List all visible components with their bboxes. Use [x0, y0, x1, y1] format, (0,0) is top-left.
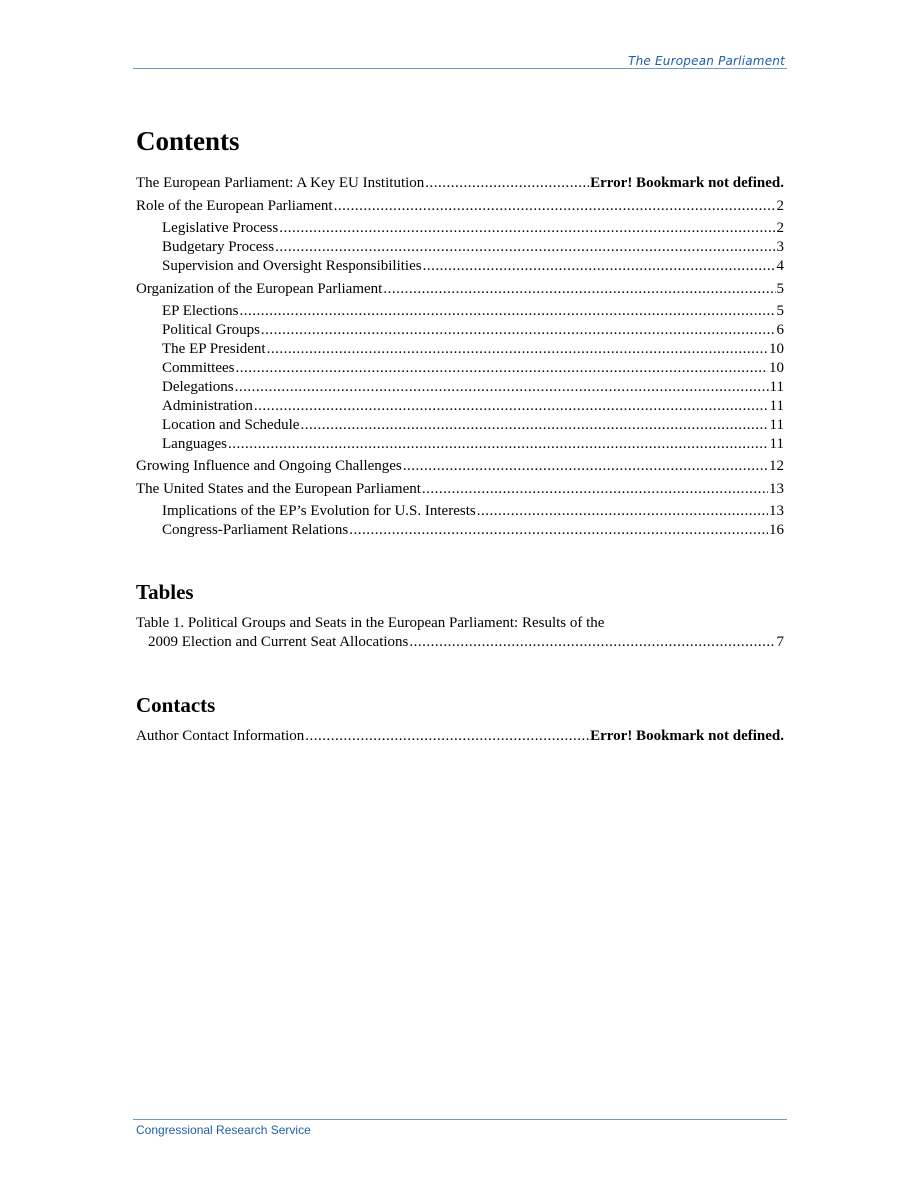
toc-entry-title: Legislative Process — [162, 220, 279, 236]
toc-entry-page: 11 — [769, 398, 784, 414]
toc-entry-page: 6 — [776, 322, 784, 338]
toc-entry-title: EP Elections — [162, 303, 239, 319]
toc-entry-title: Organization of the European Parliament — [136, 281, 383, 297]
toc-entry-title: Implications of the EP’s Evolution for U.S. Interests — [162, 503, 476, 519]
toc-entry-page: Error! Bookmark not defined. — [590, 728, 784, 744]
toc-entry-page: 5 — [776, 281, 784, 297]
toc-entry-page: 16 — [769, 522, 784, 538]
toc-subentry[interactable] — [162, 359, 784, 378]
toc-entry-page: 10 — [769, 341, 784, 357]
toc-entry-page: 7 — [776, 634, 784, 650]
toc-dot-leader — [254, 397, 769, 416]
toc-dot-leader — [403, 457, 768, 476]
toc-subentry[interactable] — [162, 378, 784, 397]
toc-dot-leader — [228, 435, 769, 454]
toc-entry-page: 5 — [776, 303, 784, 319]
toc-entry-page: 2 — [776, 198, 784, 214]
toc-entry-page: 3 — [776, 239, 784, 255]
toc-dot-leader — [275, 238, 775, 257]
toc-entry-page: 11 — [769, 436, 784, 452]
toc-dot-leader — [240, 302, 776, 321]
toc-entry-title: Delegations — [162, 379, 234, 395]
toc-dot-leader — [383, 280, 775, 299]
toc-dot-leader — [279, 219, 775, 238]
toc-entry-title: Supervision and Oversight Responsibilities — [162, 258, 422, 274]
toc-entry-title: The United States and the European Parliament — [136, 481, 421, 497]
toc-entry-page: 12 — [769, 458, 784, 474]
toc-subentry[interactable] — [162, 302, 784, 321]
contacts-heading: Contacts — [136, 693, 216, 717]
running-footer: Congressional Research Service — [136, 1123, 311, 1137]
toc-dot-leader — [425, 174, 589, 193]
contents-heading: Contents — [136, 126, 240, 156]
toc-dot-leader — [236, 359, 769, 378]
toc-entry[interactable] — [136, 197, 784, 216]
toc-entry[interactable] — [136, 280, 784, 299]
toc-entry[interactable] — [136, 174, 784, 193]
toc-entry-page: 13 — [769, 481, 784, 497]
toc-dot-leader — [334, 197, 776, 216]
toc-entry-title: The EP President — [162, 341, 266, 357]
toc-dot-leader — [305, 727, 589, 746]
toc-subentry[interactable] — [162, 502, 784, 521]
toc-subentry[interactable] — [162, 257, 784, 276]
toc-entry-page: 10 — [769, 360, 784, 376]
footer-rule — [133, 1119, 787, 1120]
toc-subentry[interactable] — [162, 340, 784, 359]
toc-entry-page: 4 — [776, 258, 784, 274]
toc-entry-title: Committees — [162, 360, 235, 376]
toc-entry-page: Error! Bookmark not defined. — [590, 175, 784, 191]
toc-entry-page: 11 — [769, 417, 784, 433]
toc-subentry[interactable] — [162, 416, 784, 435]
toc-entry-page: 11 — [769, 379, 784, 395]
toc-dot-leader — [235, 378, 769, 397]
toc-subentry[interactable] — [162, 435, 784, 454]
toc-entry-title: Congress-Parliament Relations — [162, 522, 349, 538]
toc-table-entry[interactable] — [148, 633, 784, 652]
toc-entry[interactable] — [136, 480, 784, 499]
toc-entry-title: The European Parliament: A Key EU Institution — [136, 175, 425, 191]
toc-table-entry-line1[interactable]: Table 1. Political Groups and Seats in the European Parliament: Results of the — [136, 615, 605, 631]
toc-entry-title: Author Contact Information — [136, 728, 305, 744]
toc-entry-title: Languages — [162, 436, 227, 452]
toc-subentry[interactable] — [162, 521, 784, 540]
toc-entry[interactable] — [136, 457, 784, 476]
toc-subentry[interactable] — [162, 219, 784, 238]
toc-entry-page: 13 — [769, 503, 784, 519]
toc-dot-leader — [300, 416, 768, 435]
toc-dot-leader — [261, 321, 776, 340]
toc-entry-title: Administration — [162, 398, 253, 414]
toc-entry-title: Growing Influence and Ongoing Challenges — [136, 458, 402, 474]
toc-dot-leader — [422, 480, 768, 499]
toc-subentry[interactable] — [162, 238, 784, 257]
toc-contact-entry[interactable] — [136, 727, 784, 746]
toc-entry-title: Role of the European Parliament — [136, 198, 333, 214]
toc-entry-title: 2009 Election and Current Seat Allocations — [148, 634, 409, 650]
toc-subentry[interactable] — [162, 321, 784, 340]
toc-subentry[interactable] — [162, 397, 784, 416]
toc-dot-leader — [349, 521, 768, 540]
tables-heading: Tables — [136, 580, 194, 604]
toc-dot-leader — [423, 257, 776, 276]
toc-entry-page: 2 — [776, 220, 784, 236]
toc-dot-leader — [267, 340, 768, 359]
toc-dot-leader — [409, 633, 775, 652]
toc-entry-title: Political Groups — [162, 322, 260, 338]
toc-entry-title: Location and Schedule — [162, 417, 300, 433]
toc-entry-title: Budgetary Process — [162, 239, 275, 255]
header-rule — [133, 68, 787, 69]
running-header: The European Parliament — [628, 54, 785, 68]
toc-dot-leader — [477, 502, 768, 521]
